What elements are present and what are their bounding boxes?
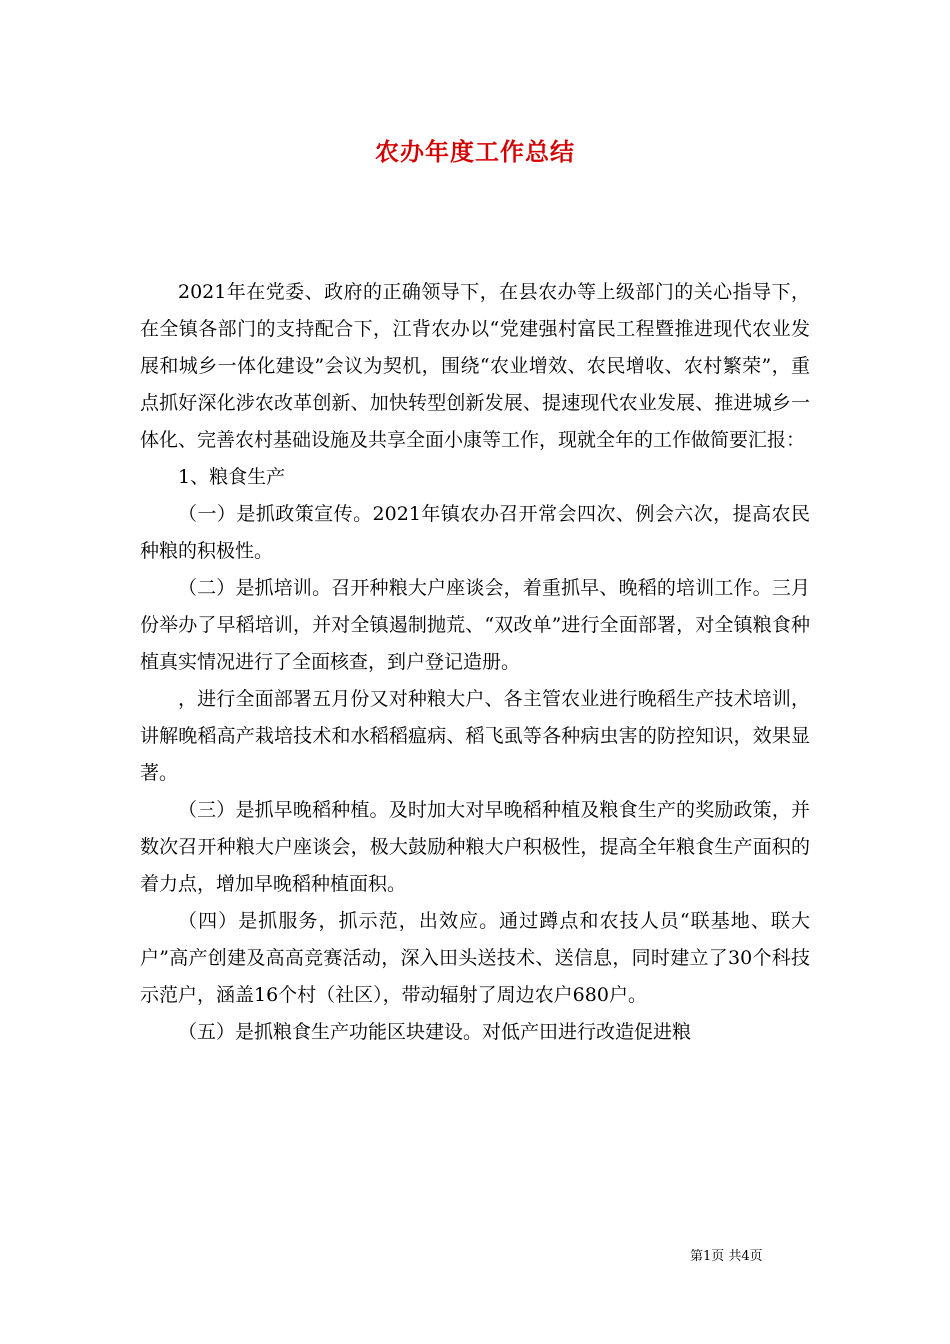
document-body xyxy=(140,274,810,1051)
paragraph-item-4: （四）是抓服务，抓示范，出效应。通过蹲点和农技人员“联基地、联大户”高产创建及高高竞赛活动，深入田头送技术、送信息，同时建立了30个科技示范户，涵盖16个村（社区），带动辐射了周边农户680户。 xyxy=(140,910,810,1006)
page-number: 第1页 共4页 xyxy=(690,1249,763,1264)
paragraph-item-3: （三）是抓早晚稻种植。及时加大对早晚稻种植及粮食生产的奖励政策，并数次召开种粮大户座谈会，极大鼓励种粮大户积极性，提高全年粮食生产面积的着力点，增加早晚稻种植面积。 xyxy=(140,799,810,895)
paragraph-item-2-continued: ，进行全面部署五月份又对种粮大户、各主管农业进行晚稻生产技术培训，讲解晚稻高产栽培技术和水稻稻瘟病、稻飞虱等各种病虫害的防控知识，效果显著。 xyxy=(140,688,810,784)
section-heading-grain-production: 1、粮食生产 xyxy=(178,466,286,488)
paragraph-item-1: （一）是抓政策宣传。2021年镇农办召开常会四次、例会六次，提高农民种粮的积极性。 xyxy=(140,503,810,562)
paragraph-item-5: （五）是抓粮食生产功能区块建设。对低产田进行改造促进粮 xyxy=(178,1021,692,1043)
paragraph-item-2: （二）是抓培训。召开种粮大户座谈会，着重抓早、晚稻的培训工作。三月份举办了早稻培训，并对全镇遏制抛荒、“双改单”进行全面部署，对全镇粮食种植真实情况进行了全面核查，到户登记造册。 xyxy=(140,577,810,673)
paragraph-intro: 2021年在党委、政府的正确领导下，在县农办等上级部门的关心指导下，在全镇各部门的支持配合下，江背农办以“党建强村富民工程暨推进现代农业发展和城乡一体化建设”会议为契机，围绕“农业增效、农民增收、农村繁荣”，重点抓好深化涉农改革创新、加快转型创新发展、提速现代农业发展、推进城乡一体化、完善农村基础设施及共享全面小康等工作，现就全年的工作做简要汇报： xyxy=(140,281,810,451)
document-title: 农办年度工作总结 xyxy=(375,137,575,166)
